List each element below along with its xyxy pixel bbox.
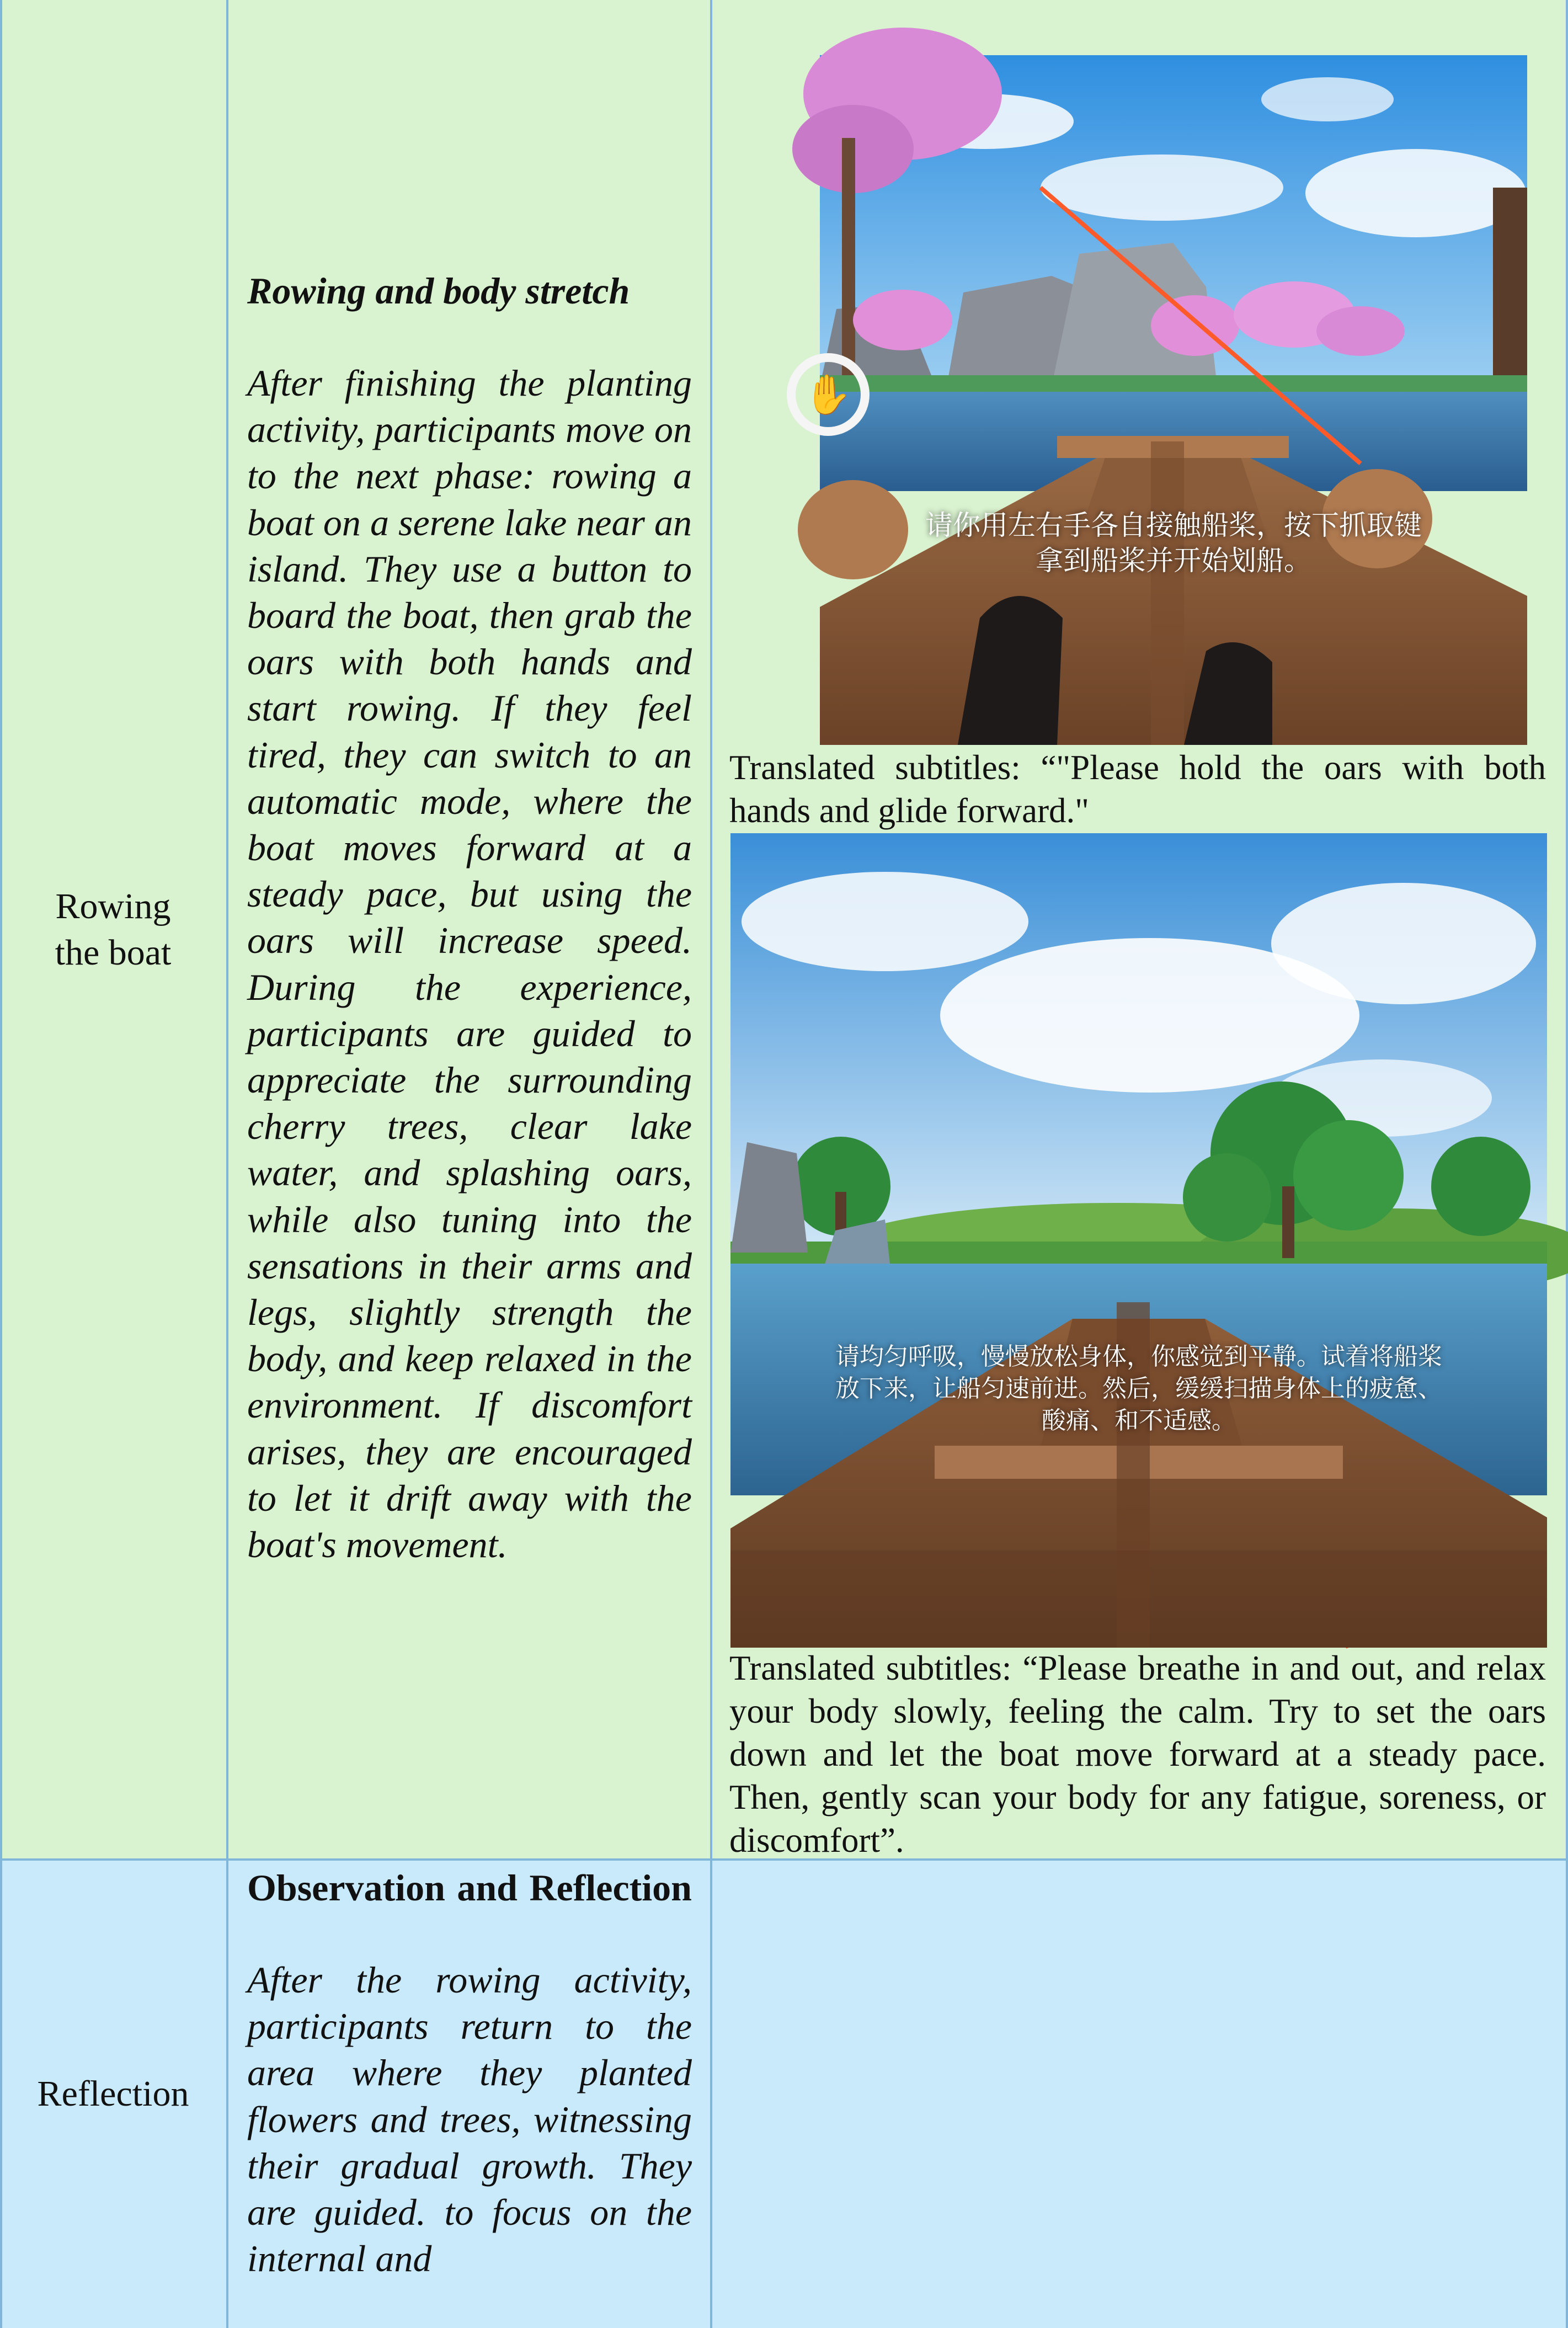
grid-line (226, 0, 228, 2328)
vr-scene-image (820, 55, 1527, 745)
description-cell-reflection (247, 1864, 692, 2282)
vr-screenshot-rowing-start (804, 55, 1527, 745)
row-label-rowing (0, 0, 226, 1860)
section-title: Rowing and body stretch (247, 270, 630, 312)
grid-line (1566, 0, 1568, 2328)
grid-line (710, 0, 712, 2328)
chinese-subtitle: 请均匀呼吸，慢慢放松身体，你感觉到平静。试着将船桨放下来，让船匀速前进。然后，缓缓扫描身体上的疲惫、酸痛、和不适感。 (835, 1343, 1442, 1435)
hand-grab-icon: ✋ (787, 353, 870, 436)
table-row-reflection (0, 1860, 1568, 2328)
screenshot-caption: Translated subtitles: “Please breathe in and out, and relax your body slowly, feeling the calm. Try to set the oars down and let the boat move forward at a steady pace. Then, gently scan your body for any fatigue, soreness, or discomfort”. (729, 1649, 1546, 1860)
section-title: Observation and Reflection (247, 1867, 692, 1909)
row-label-text: Rowing the boat (55, 886, 172, 973)
vr-scene-image (730, 833, 1547, 1648)
vr-screenshot-rowing-relax (730, 833, 1547, 1648)
section-body: After finishing the planting activity, participants move on to the next phase: rowing a boat on a serene lake near an island. They use a button to board the boat, then grab the oars with both hands and start rowing. If they feel tired, they can switch to an automatic mode, where the boat moves forward at a steady pace, but using the oars will increase speed. During the experience, participants are guided to appreciate the surrounding cherry trees, clear lake water, and splashing oars, while also tuning into the sensations in their arms and legs, slightly strength the body, and keep relaxed in the environment. If discomfort arises, they are encouraged to let it drift away with the boat's movement. (247, 362, 692, 1566)
row-label-text: Reflection (37, 2073, 189, 2114)
chinese-subtitle: 请你用左右手各自接触船桨，按下抓取键拿到船桨并开始划船。 (925, 509, 1422, 577)
description-cell-rowing (247, 267, 692, 1568)
screenshot-caption: Translated subtitles: “"Please hold the oars with both hands and glide forward." (729, 748, 1546, 830)
row-label-reflection (0, 1860, 226, 2328)
section-body: After the rowing activity, participants return to the area where they planted flowers and trees, witnessing their gradual growth. They are guided. to focus on the internal and (247, 1959, 692, 2280)
